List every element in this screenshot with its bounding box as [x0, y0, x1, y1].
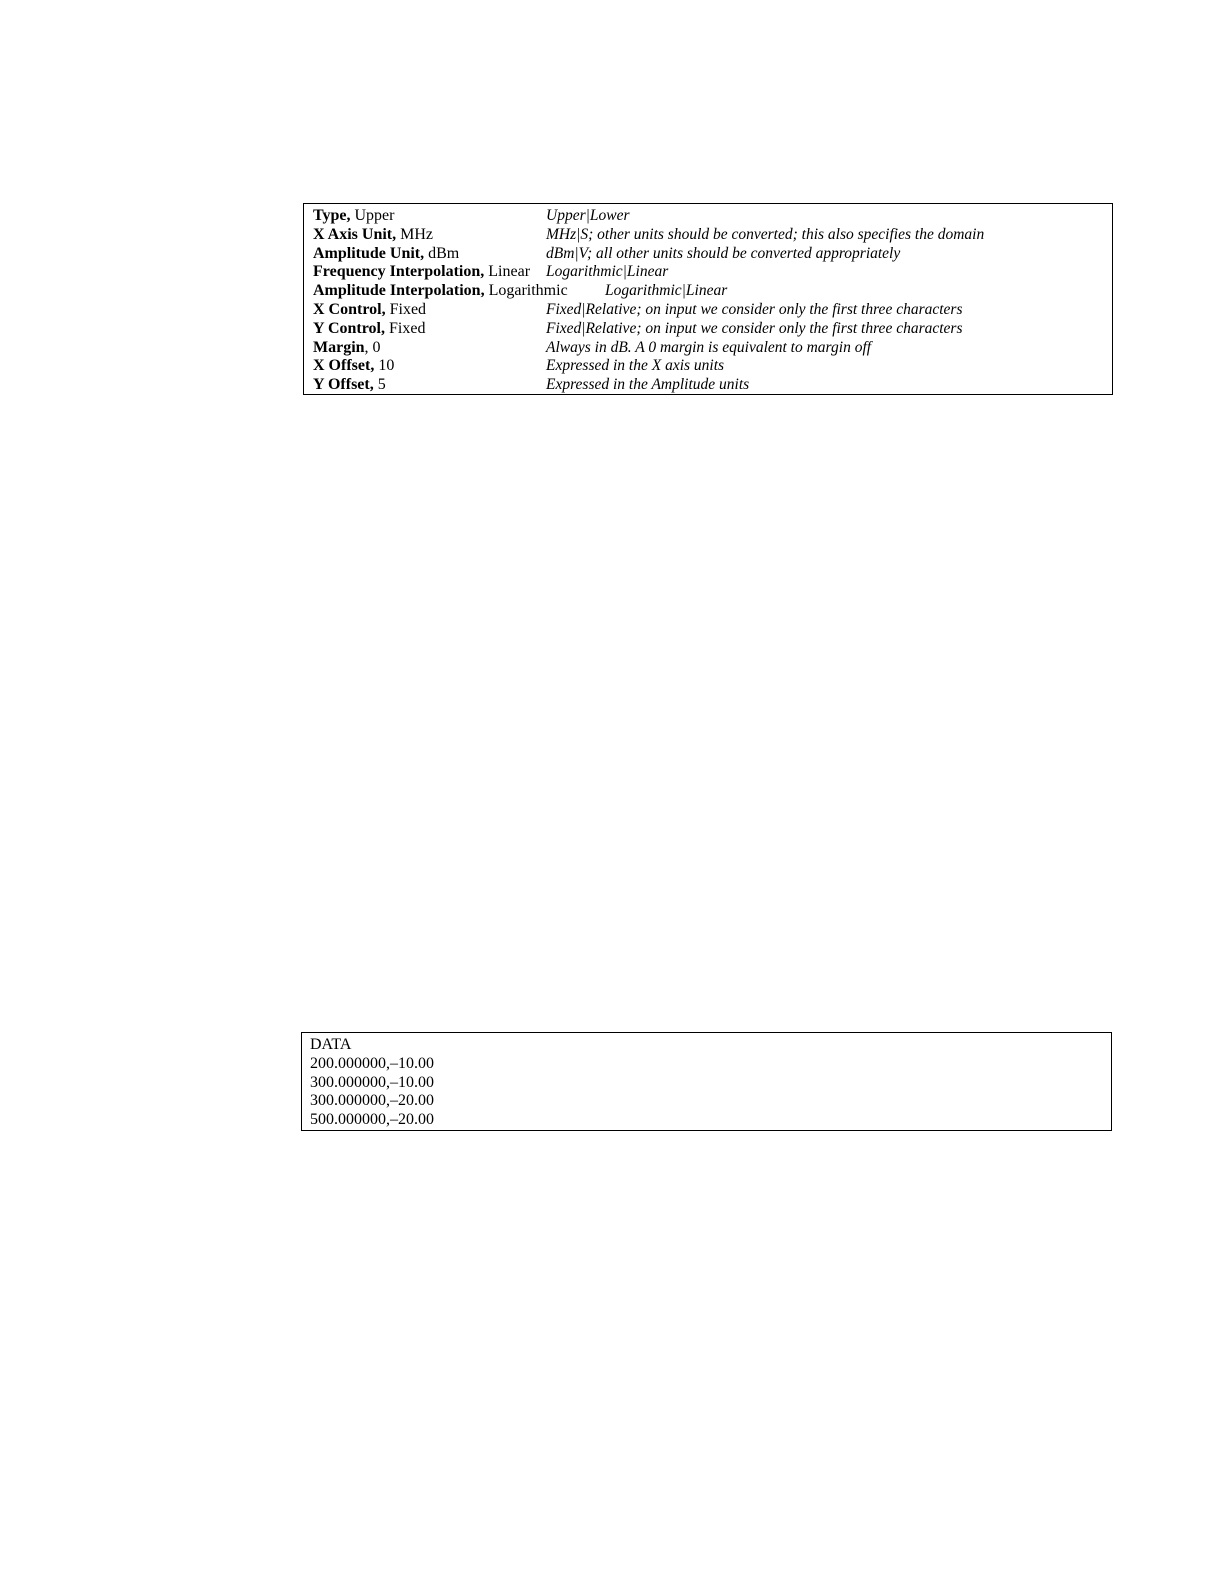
amplitude-unit-key: Amplitude Unit, — [313, 244, 425, 262]
data-line: 200.000000,–10.00 — [310, 1054, 434, 1072]
margin-key: Margin — [313, 338, 365, 356]
data-line: 300.000000,–20.00 — [310, 1092, 434, 1110]
amplitude-interpolation-value: Logarithmic — [484, 282, 568, 300]
type-value: Upper — [350, 207, 395, 224]
row-y-offset — [313, 376, 1112, 395]
margin-value: , 0 — [364, 338, 381, 356]
row-x-control — [313, 301, 1112, 320]
y-offset-key: Y Offset, — [313, 376, 374, 394]
y-offset-value: 5 — [373, 376, 386, 394]
x-control-value: Fixed — [385, 300, 427, 318]
data-title: DATA — [310, 1036, 352, 1053]
row-x-axis-unit — [313, 226, 1112, 245]
row-margin — [313, 339, 1112, 358]
type-description: Upper|Lower — [546, 207, 630, 224]
row-amplitude-interpolation — [313, 282, 1112, 301]
row-frequency-interpolation — [313, 263, 1112, 282]
row-amplitude-unit — [313, 245, 1112, 264]
type-key: Type, — [313, 207, 351, 224]
x-axis-unit-description: MHz|S; other units should be converted; this also specifies the domain — [546, 225, 985, 243]
x-control-description: Fixed|Relative; on input we consider only the first three characters — [546, 300, 963, 318]
row-type — [313, 207, 1112, 226]
x-axis-unit-key: X Axis Unit, — [313, 225, 397, 243]
frequency-interpolation-description: Logarithmic|Linear — [546, 263, 669, 281]
y-control-value: Fixed — [385, 319, 426, 337]
y-control-key: Y Control, — [313, 319, 385, 337]
data-line: 300.000000,–10.00 — [310, 1073, 434, 1091]
limit-line-header-block — [303, 203, 1113, 395]
row-y-control — [313, 320, 1112, 339]
data-line: 500.000000,–20.00 — [310, 1111, 434, 1129]
amplitude-interpolation-key: Amplitude Interpolation, — [313, 282, 485, 300]
x-offset-description: Expressed in the X axis units — [546, 357, 725, 375]
amplitude-unit-value: dBm — [424, 244, 460, 262]
y-control-description: Fixed|Relative; on input we consider only the first three characters — [546, 319, 963, 337]
limit-line-data-block — [301, 1032, 1112, 1131]
x-offset-key: X Offset, — [313, 357, 375, 375]
row-x-offset — [313, 357, 1112, 376]
frequency-interpolation-value: Linear — [484, 263, 531, 281]
y-offset-description: Expressed in the Amplitude units — [546, 376, 750, 394]
amplitude-interpolation-description: Logarithmic|Linear — [605, 282, 728, 300]
x-offset-value: 10 — [374, 357, 395, 375]
margin-description: Always in dB. A 0 margin is equivalent to margin off — [546, 338, 872, 356]
x-control-key: X Control, — [313, 300, 386, 318]
x-axis-unit-value: MHz — [396, 225, 434, 243]
frequency-interpolation-key: Frequency Interpolation, — [313, 263, 485, 281]
amplitude-unit-description: dBm|V; all other units should be converted appropriately — [546, 244, 901, 262]
